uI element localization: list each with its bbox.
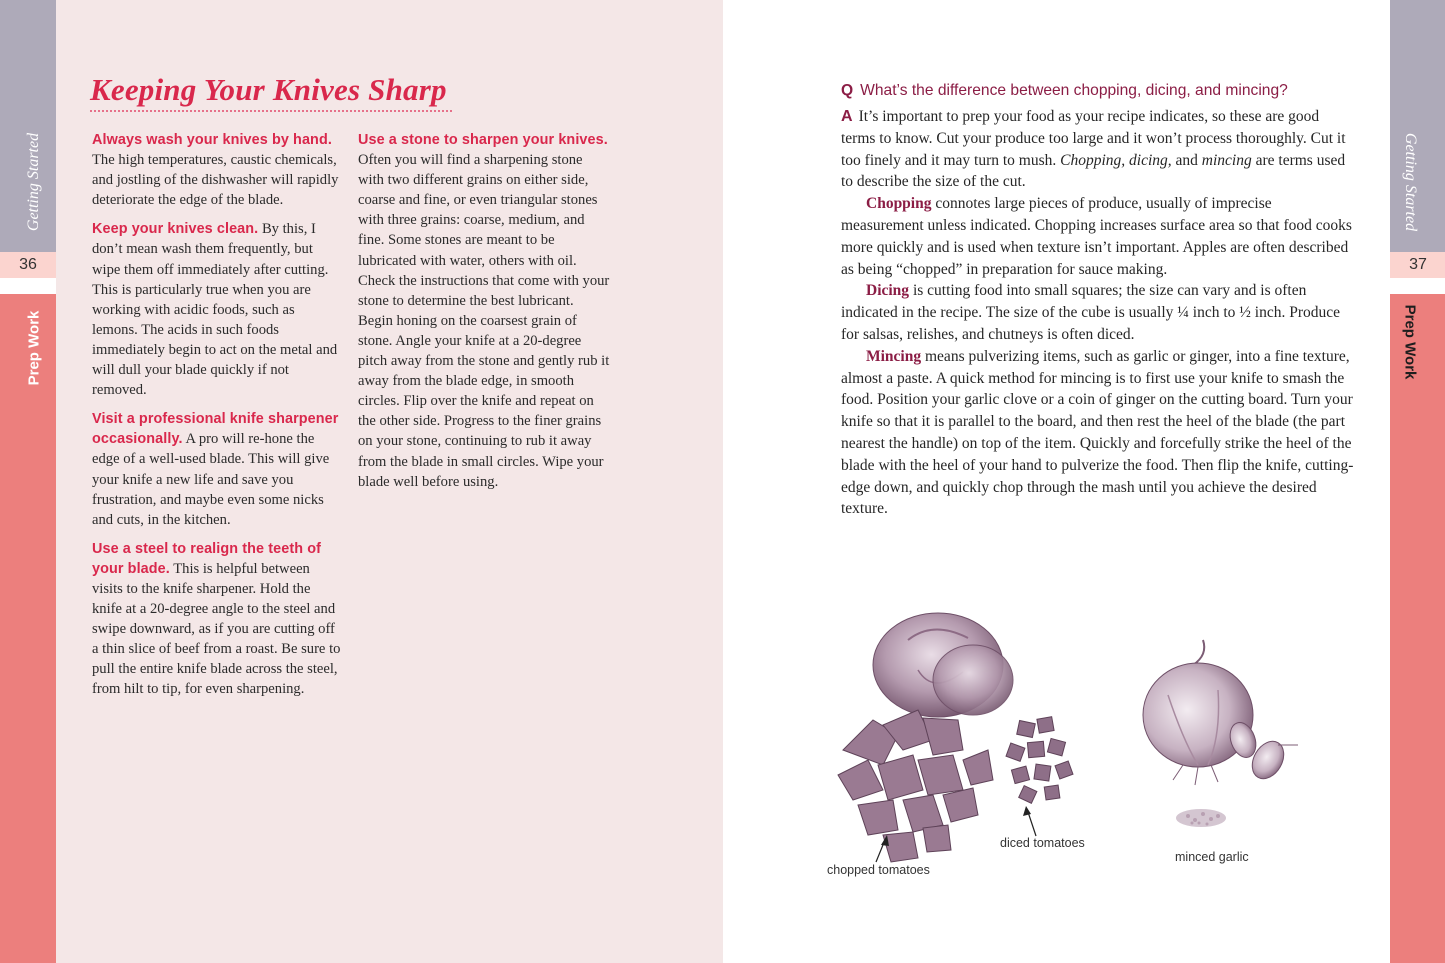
tab-chapter-band [1390,294,1445,963]
term-chopping: Chopping [866,195,932,213]
term-mincing: Mincing [866,347,922,365]
tip-lead: Use a stone to sharpen your knives. [358,132,608,148]
caption-diced: diced tomatoes [1000,836,1085,850]
tip-lead: Visit a professional knife sharpener occasionally. [92,411,339,448]
answer-mark-letter: A [841,108,853,125]
right-side-tab [1390,0,1445,963]
tip-paragraph [92,219,342,400]
title-divider [90,110,452,112]
caption-minced: minced garlic [1175,850,1249,864]
tip-paragraph [92,130,342,210]
tip-body: Often you will find a sharpening stone with two different grains on either side, coarse and fine, or even triangular stones with three grains: coarse, medium, and fine. Some stones are meant to be lubricated with water, others with oil. Check the instructions that come with your stone to determine the best lubricant. Begin honing on the coarsest grain of stone. Angle your knife at a 20-degree pitch away from the stone and gently rub it away from the blade edge, in smooth circles. Flip over the knife and repeat on the other side. Progress to the finer grains on your stone, continuing to rub it away from the blade in small circles. Wipe your blade well before using. [358,152,610,490]
mincing-paragraph: Mincing means pulverizing items, such as garlic or ginger, into a fine texture, almost a paste. A quick method for mincing is to first use your knife to smash the food. Position your garlic clove or a coin of ginger on the cutting board. Turn your knife so that it is parallel to the board, and then rest the heel of the blade (the part nearest the handle) on top of the item. Quickly and forcefully strike the heel of the blade with the heel of your hand to pulverize the food. Then flip the knife, cutting-edge down, and quickly chop through the mash until you achieve the desired texture. [841,347,1354,518]
tip-body: A pro will re-hone the edge of a well-used blade. This will give your knife a new life and save you frustration, and maybe even some nicks and cuts, in the kitchen. [92,431,330,528]
garlic-bulb-icon [1143,640,1253,785]
left-side-tab [0,0,56,963]
term-italic: mincing [1201,151,1252,169]
tip-body: The high temperatures, caustic chemicals, and jostling of the dishwasher will rapidly deteriorate the edge of the blade. [92,152,339,209]
right-page [723,0,1390,963]
answer [841,106,1355,520]
tips-column-2 [358,130,612,501]
tip-lead: Use a steel to realign the teeth of your blade. [92,540,322,577]
tip-paragraph [92,409,342,530]
page-number: 36 [0,252,56,278]
arrow-diced-icon [1023,806,1036,836]
term-dicing: Dicing [866,282,910,300]
tip-paragraph [92,539,342,700]
tips-column-1 [92,130,342,709]
page-title: Keeping Your Knives Sharp [90,72,447,107]
question [841,80,1355,102]
tab-section-label: Getting Started [25,132,42,232]
tab-chapter-band [0,294,56,963]
tip-body: By this, I don’t mean wash them frequently, but wipe them off immediately after cutting. This is particularly true when you are working with acidic foods, such as lemons. The acids in such foods immediately begin to act on the metal and will dull your blade quickly if not removed. [92,221,338,399]
chopped-tomatoes-icon [838,710,993,862]
page-number: 37 [1390,252,1445,278]
tip-lead: Keep your knives clean. [92,221,259,238]
tip-lead: Always wash your knives by hand. [92,132,332,148]
question-mark-letter: Q [841,82,854,99]
left-page [56,0,723,963]
tab-chapter-label: Prep Work [25,310,43,386]
qa-block [841,80,1355,520]
tip-body: This is helpful between visits to the knife sharpener. Hold the knife at a 20-degree angle to the steel and swipe downward, as if you are cutting off a thin slice of beef from a roast. Be sure to pull the entire knife blade across the steel, from hilt to tip, for even sharpening. [92,560,341,698]
tab-chapter-label: Prep Work [1401,304,1419,380]
tip-paragraph [358,130,612,492]
answer-intro: A It’s important to prep your food as your recipe indicates, so these are good terms to know. Cut your produce too large and it won’t process thoroughly. Cut it too finely and it may turn to mush. Chopping, dicing, and mincing are terms used to describe the size of the cut. [841,108,1346,191]
dicing-paragraph: Dicing is cutting food into small squares; the size can vary and is often indicated in the recipe. The size of the cube is usually ¼ inch to ½ inch. Produce for salsas, relishes, and chutneys is often diced. [841,282,1341,343]
question-text: What’s the difference between chopping, dicing, and mincing? [860,82,1288,99]
chopping-paragraph: Chopping connotes large pieces of produce, usually of imprecise measurement unless indicated. Chopping increases surface area so that food cooks more quickly and is used when texture isn’t important. Apples are often described as being “chopped” in preparation for sauce making. [841,195,1352,278]
diced-tomatoes-icon [1006,717,1073,804]
term-italic: Chopping, dicing, [1060,151,1172,169]
minced-garlic-icon [1176,809,1226,827]
tab-section-label: Getting Started [1402,132,1419,232]
whole-tomato-icon [873,613,1013,717]
caption-chopped: chopped tomatoes [827,863,930,877]
garlic-clove-icon [1226,719,1298,784]
